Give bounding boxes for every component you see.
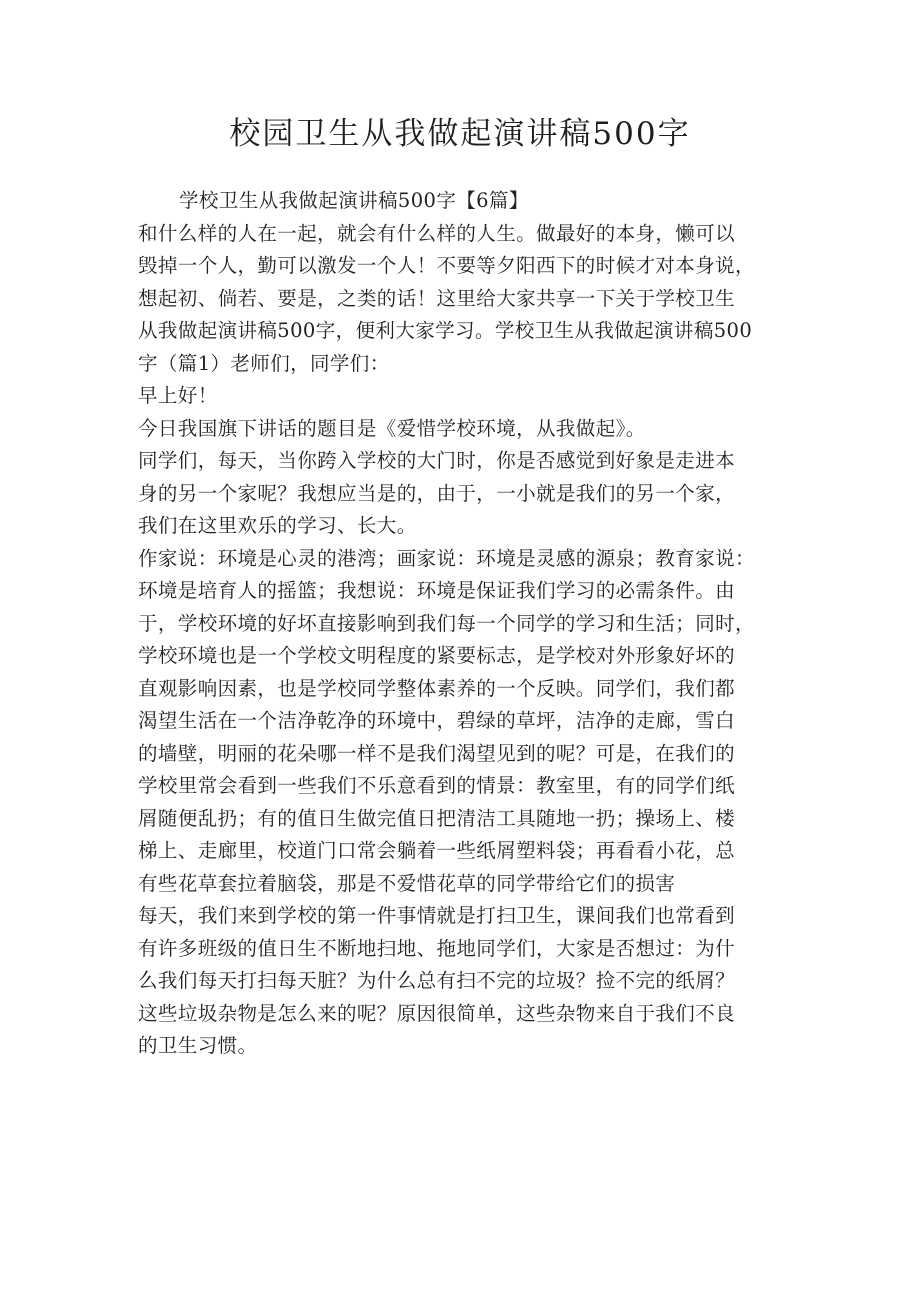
document-subtitle: 学校卫生从我做起演讲稿500字【6篇】: [179, 189, 529, 212]
text-line: 直观影响因素，也是学校同学整体素养的一个反映。同学们，我们都: [138, 676, 736, 700]
text-line: 屑随便乱扔；有的值日生做完值日把清洁工具随地一扔；操场上、楼: [138, 806, 736, 830]
text-line: 从我做起演讲稿500字，便利大家学习。学校卫生从我做起演讲稿500: [138, 319, 753, 342]
text-line: 学校环境也是一个学校文明程度的紧要标志，是学校对外形象好坏的: [138, 644, 736, 667]
text-line: 每天，我们来到学校的第一件事情就是打扫卫生，课间我们也常看到: [138, 904, 736, 927]
text-line: 于，学校环境的好坏直接影响到我们每一个同学的学习和生活；同时，: [138, 611, 755, 635]
text-line: 渴望生活在一个洁净乾净的环境中，碧绿的草坪，洁净的走廊，雪白: [138, 709, 736, 732]
text-line: 有许多班级的值日生不断地扫地、拖地同学们，大家是否想过：为什: [138, 936, 736, 960]
text-line: 的墙壁，明丽的花朵哪一样不是我们渴望见到的呢？可是，在我们的: [138, 741, 736, 765]
text-line: 毁掉一个人，勤可以激发一个人！不要等夕阳西下的时候才对本身说，: [138, 254, 755, 277]
text-line: 学校里常会看到一些我们不乐意看到的情景：教室里，有的同学们纸: [138, 774, 736, 797]
text-line: 环境是培育人的摇篮；我想说：环境是保证我们学习的必需条件。由: [138, 579, 736, 602]
text-line: 身的另一个家呢？我想应当是的，由于，一小就是我们的另一个家，: [138, 481, 736, 505]
text-line: 这些垃圾杂物是怎么来的呢？原因很简单，这些杂物来自于我们不良: [138, 1001, 736, 1025]
text-line: 作家说：环境是心灵的港湾；画家说：环境是灵感的源泉；教育家说：: [138, 546, 755, 570]
text-line: 和什么样的人在一起，就会有什么样的人生。做最好的本身，懒可以: [138, 221, 736, 245]
document-body: [138, 185, 798, 1063]
text-line: 同学们，每天，当你跨入学校的大门时，你是否感觉到好象是走进本: [138, 449, 736, 472]
text-line: 有些花草套拉着脑袋，那是不爱惜花草的同学带给它们的损害: [138, 871, 676, 895]
text-line: 字（篇1）老师们，同学们：: [138, 351, 390, 375]
document-title: 校园卫生从我做起演讲稿500字: [229, 116, 691, 152]
text-line: 我们在这里欢乐的学习、长大。: [138, 514, 417, 537]
text-line: 梯上、走廊里，校道门口常会躺着一些纸屑塑料袋；再看看小花，总: [138, 839, 736, 862]
text-line: 么我们每天打扫每天脏？为什么总有扫不完的垃圾？捡不完的纸屑？: [138, 969, 736, 992]
text-line: 早上好！: [138, 384, 218, 407]
text-line: 想起初、倘若、要是，之类的话！这里给大家共享一下关于学校卫生: [138, 286, 736, 310]
text-line: 今日我国旗下讲话的题目是《爱惜学校环境，从我做起》。: [138, 416, 646, 440]
text-line: 的卫生习惯。: [138, 1034, 258, 1057]
